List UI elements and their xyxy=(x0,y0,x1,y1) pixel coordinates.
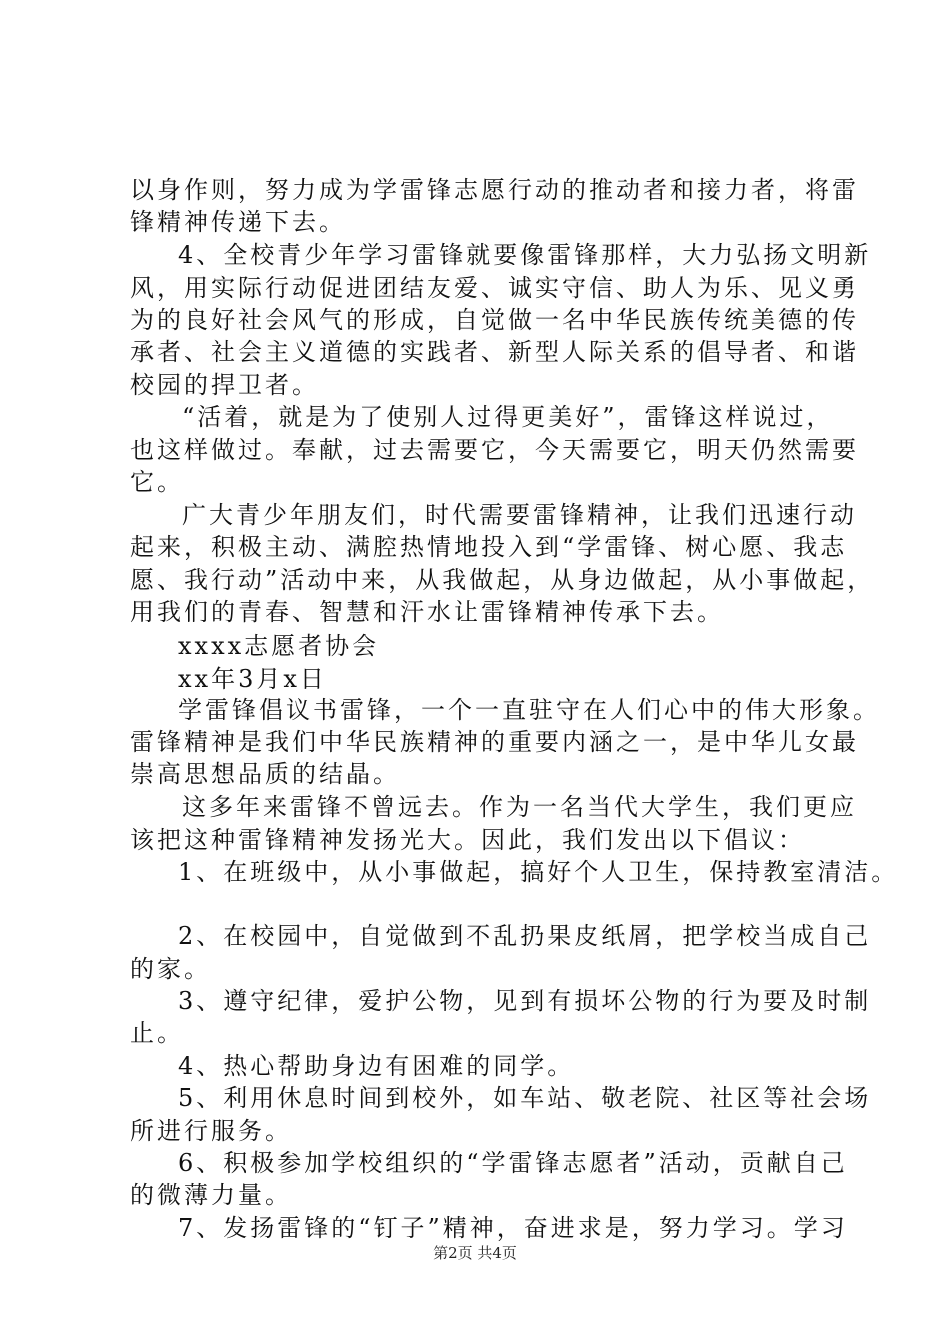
list-item: 6、积极参加学校组织的“学雷锋志愿者”活动，贡献自己 xyxy=(178,1149,848,1177)
text-line: 为的良好社会风气的形成，自觉做一名中华民族传统美德的传 xyxy=(130,306,859,334)
text-line: 也这样做过。奉献，过去需要它，今天需要它，明天仍然需要 xyxy=(130,436,859,464)
page-number-footer: 第2页 共4页 xyxy=(433,1244,517,1262)
signature-date: xx年3月x日 xyxy=(178,665,327,693)
text-line: “活着，就是为了使别人过得更美好”，雷锋这样说过， xyxy=(182,403,834,431)
list-item: 2、在校园中，自觉做到不乱扔果皮纸屑，把学校当成自己 xyxy=(178,922,872,950)
text-line: 4、全校青少年学习雷锋就要像雷锋那样，大力弘扬文明新 xyxy=(178,241,872,269)
text-line: 该把这种雷锋精神发扬光大。因此，我们发出以下倡议： xyxy=(130,826,805,854)
text-line: 这多年来雷锋不曾远去。作为一名当代大学生，我们更应 xyxy=(182,793,857,821)
text-line: 的微薄力量。 xyxy=(130,1181,292,1209)
list-item: 3、遵守纪律，爱护公物，见到有损坏公物的行为要及时制 xyxy=(178,987,872,1015)
text-line: 所进行服务。 xyxy=(130,1117,292,1145)
list-item: 7、发扬雷锋的“钉子”精神，奋进求是，努力学习。学习 xyxy=(178,1214,848,1242)
text-line: 用我们的青春、智慧和汗水让雷锋精神传承下去。 xyxy=(130,598,724,626)
text-line: 的家。 xyxy=(130,955,211,983)
text-line: 锋精神传递下去。 xyxy=(130,208,346,236)
text-line: 风，用实际行动促进团结友爱、诚实守信、助人为乐、见义勇 xyxy=(130,274,859,302)
list-item: 1、在班级中，从小事做起，搞好个人卫生，保持教室清洁。 xyxy=(178,858,899,886)
list-item: 5、利用休息时间到校外，如车站、敬老院、社区等社会场 xyxy=(178,1084,872,1112)
text-line: 广大青少年朋友们，时代需要雷锋精神，让我们迅速行动 xyxy=(182,501,857,529)
text-line: 起来，积极主动、满腔热情地投入到“学雷锋、树心愿、我志 xyxy=(130,533,848,561)
text-line: 雷锋精神是我们中华民族精神的重要内涵之一，是中华儿女最 xyxy=(130,728,859,756)
text-line: 止。 xyxy=(130,1019,184,1047)
text-line: 它。 xyxy=(130,468,184,496)
text-line: 承者、社会主义道德的实践者、新型人际关系的倡导者、和谐 xyxy=(130,338,859,366)
text-line: 崇高思想品质的结晶。 xyxy=(130,760,400,788)
text-line: 以身作则，努力成为学雷锋志愿行动的推动者和接力者，将雷 xyxy=(130,176,859,204)
text-line: 学雷锋倡议书雷锋，一个一直驻守在人们心中的伟大形象。 xyxy=(178,696,880,724)
signature-organization: xxxx志愿者协会 xyxy=(178,632,380,660)
list-item: 4、热心帮助身边有困难的同学。 xyxy=(178,1052,575,1080)
text-line: 愿、我行动”活动中来，从我做起，从身边做起，从小事做起， xyxy=(130,566,875,594)
text-line: 校园的捍卫者。 xyxy=(130,371,319,399)
